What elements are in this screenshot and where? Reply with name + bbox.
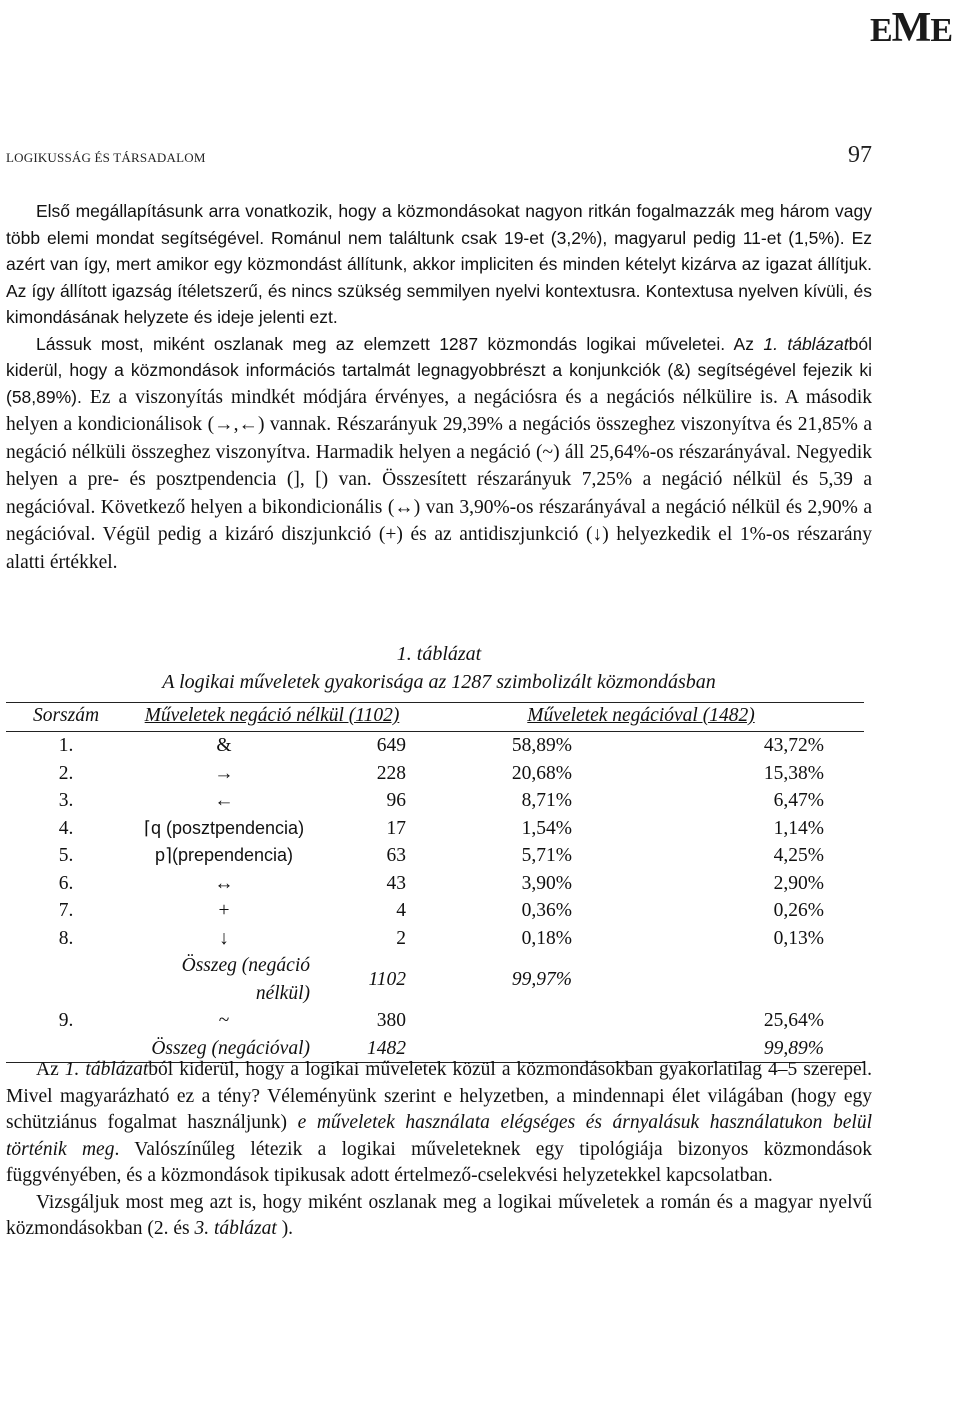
- operator-symbol: ↓: [219, 927, 229, 949]
- operator-symbol: ⌈q (posztpendencia): [143, 817, 305, 838]
- intro-text: [6, 198, 872, 576]
- table-row: 3. ← 96 8,71% 6,47%: [6, 787, 864, 815]
- paragraph-2-continued: Ez a viszonyítás mindkét módjára érvényes, a negációsra és a negációs nélkülire is. A második helyen a kondicionálisok (→,←) vannak. Részarányuk 29,39% a negációs összeghez viszonyítva és 21,85% a negáció nélküli összeghez viszonyítva. Harmadik helyen a negáció (~) áll 25,64%-os részarányával. Negyedik helyen a pre- és posztpendencia (], [) van. Összesített részarányuk 7,25% a negáció nélkül és 5,39 a negációval. Következő helyen a bikondicionális (↔) van 3,90%-os részarányával a negáció nélkül és 2,90% a negációval. Végül pedig a kizáró diszjunkció (+) és az antidiszjunkció (↓) helyezkedik el 1%-os részarány alatti értékkel.: [6, 386, 872, 573]
- table-reference: 3. táblázat: [194, 1218, 277, 1239]
- table-row: 4. ⌈q (posztpendencia) 17 1,54% 1,14%: [6, 815, 864, 843]
- emphasis: e műveletek használata elégséges és árnyalásuk használatukon belül történik meg: [6, 1112, 872, 1160]
- operator-symbol: &: [216, 735, 232, 756]
- table-caption: [6, 640, 872, 696]
- operator-symbol: ~: [218, 1010, 230, 1031]
- table-row: 6. ↔ 43 3,90% 2,90%: [6, 870, 864, 898]
- page-number: 97: [848, 142, 872, 168]
- header-rank: Sorszám: [6, 703, 126, 732]
- paragraph-3: Az 1. táblázatból kiderül, hogy a logikai műveletek közül a közmondásokban gyakorlatilag 4–5 szerepel. Mivel magyarázható ez a tény? Véleményünk szerint e helyzetben, a mindennapi élet világában (hogy egy schütziánus fogalmat használjunk) e műveletek használata elégséges és árnyalásuk használatukon belül történik meg. Valószínűleg létezik a logikai műveleteknek egy tipológiája bizonyos közmondások függvényében, és a közmondások tipikusak adott értelmező-cselekvési helyzetekkel kapcsolatban.: [6, 1059, 873, 1186]
- sum-row-with-negation: Összeg (negációval) 1482 99,89%: [6, 1035, 864, 1063]
- operator-symbol: p⌉(prependencia): [154, 845, 294, 865]
- running-head: LOGIKUSSÁG ÉS TÁRSADALOM: [6, 150, 206, 165]
- table-row: 1. & 649 58,89% 43,72%: [6, 732, 864, 760]
- table-reference: 1. táblázat: [64, 1059, 149, 1080]
- journal-logo: EME: [869, 5, 952, 51]
- paragraph-4: Vizsgáljuk most meg azt is, hogy miként oszlanak meg a logikai műveletek a román és a magyar nyelvű közmondásokban (2. és 3. táblázat ).: [6, 1191, 872, 1239]
- table-row: 8. ↓ 2 0,18% 0,13%: [6, 925, 864, 953]
- operator-symbol: ↔: [214, 872, 234, 894]
- header-ops-with-negation: Műveletek negációval (1482): [418, 703, 864, 732]
- sum-label: Összeg (negáció nélkül): [181, 955, 310, 1004]
- sum-label: Összeg (negációval): [126, 1035, 322, 1063]
- header-ops-without-negation: Műveletek negáció nélkül (1102): [126, 703, 418, 732]
- table-title: A logikai műveletek gyakorisága az 1287 szimbolizált közmondásban: [162, 671, 716, 693]
- paragraph-1: Első megállapításunk arra vonatkozik, hogy a közmondásokat nagyon ritkán fogalmazzák meg három vagy több elemi mondat segítségével. Románul nem találtunk csak 19-et (3,2%), magyarul pedig 11-et (1,5%). Ez azért van így, mert amikor egy közmondást állítunk, akkor impliciten és minden kételyt kizárva az igazat állítjuk. Az így állított igazság ítéletszerű, és nincs szükség semmilyen nyelvi kontextusra. Kontextusa nyelven kívüli, és kimondásának helyzete és ideje jelenti ezt.: [6, 201, 872, 327]
- operator-symbol: +: [218, 900, 230, 921]
- table-header-row: [6, 703, 864, 732]
- table-row: 7. + 4 0,36% 0,26%: [6, 897, 864, 925]
- operator-symbol: →: [214, 762, 234, 784]
- table-label: 1. táblázat: [396, 643, 482, 665]
- operations-table: [6, 702, 864, 1063]
- table-row: 5. p⌉(prependencia) 63 5,71% 4,25%: [6, 842, 864, 870]
- sum-row-without-negation: Összeg (negáció nélkül) 1102 99,97%: [6, 952, 864, 1007]
- outro-text: [6, 1057, 872, 1243]
- operator-symbol: ←: [214, 790, 234, 811]
- table-reference: 1. táblázat: [763, 333, 849, 354]
- paragraph-2: Lássuk most, miként oszlanak meg az elemzett 1287 közmondás logikai műveletei. Az 1. táblázatból kiderül, hogy a közmondások információs tartalmát legnagyobbrészt a konjunkciók (&) segítségével fejezik ki (58,89%). Ez a viszonyítás mindkét módjára érvényes, a negációsra és a negációs nélkülire is. A második helyen a kondicionálisok (→,←) vannak. Részarányuk 29,39% a negációs összeghez viszonyítva és 21,85% a negáció nélküli összeghez viszonyítva. Harmadik helyen a negáció (~) áll 25,64%-os részarányával. Negyedik helyen a pre- és posztpendencia (], [) van. Összesített részarányuk 7,25% a negáció nélkül és 5,39 a negációval. Következő helyen a bikondicionális (↔) van 3,90%-os részarányával a negáció nélkül és 2,90% a negációval. Végül pedig a kizáró diszjunkció (+) és az antidiszjunkció (↓) helyezkedik el 1%-os részarány alatti értékkel.: [6, 333, 873, 573]
- table-row: 2. → 228 20,68% 15,38%: [6, 760, 864, 788]
- table-row: 9. ~ 380 25,64%: [6, 1007, 864, 1035]
